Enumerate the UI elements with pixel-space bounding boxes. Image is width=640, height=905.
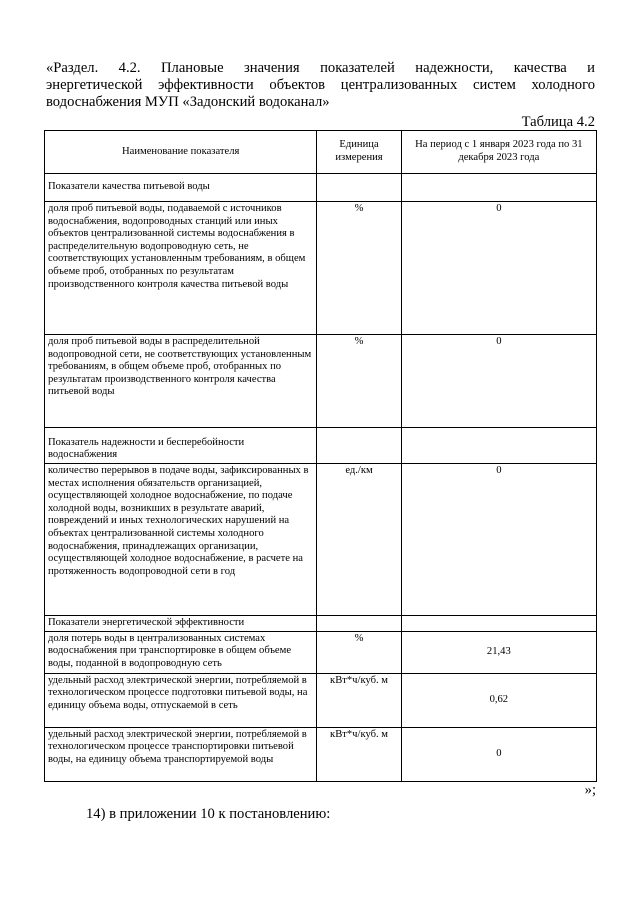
row-name: доля проб питьевой воды в распределительной водопроводной сети, не соответствующих установленным требованиям, в общем объеме проб, отобранных по результатам производственного контроля качества питьевой воды: [45, 335, 317, 428]
next-item-paragraph: 14) в приложении 10 к постановлению:: [86, 806, 331, 822]
closing-quote-mark: »;: [584, 782, 596, 798]
table-header-row: [45, 131, 597, 174]
row-value: [401, 616, 596, 632]
row-value: 0: [401, 202, 596, 335]
row-name: доля проб питьевой воды, подаваемой с источников водоснабжения, водопроводных станций или иных объектов централизованной системы водоснабжения в распределительную водопроводную сеть, не соответствующих установленным требованиям, в общем объеме проб, отобранных по результатам производственного контроля качества питьевой воды: [45, 202, 317, 335]
header-indicator-name: Наименование показателя: [45, 131, 317, 174]
row-unit: кВт*ч/куб. м: [317, 727, 401, 781]
row-value: 0,62: [401, 673, 596, 727]
table-row: [45, 631, 597, 673]
table-row: [45, 673, 597, 727]
row-unit: кВт*ч/куб. м: [317, 673, 401, 727]
heading-line-1: «Раздел. 4.2. Плановые значения показателей надежности, качества и: [46, 60, 595, 76]
table-row: [45, 428, 597, 464]
row-value: 0: [401, 727, 596, 781]
row-unit: [317, 174, 401, 202]
row-name: удельный расход электрической энергии, потребляемой в технологическом процессе подготовки питьевой воды, на единицу объема воды, отпускаемой в сеть: [45, 673, 317, 727]
row-value: [401, 428, 596, 464]
row-name: Показатель надежности и бесперебойности водоснабжения: [45, 428, 317, 464]
row-name: Показатели качества питьевой воды: [45, 174, 317, 202]
row-unit: [317, 428, 401, 464]
row-name: удельный расход электрической энергии, потребляемой в технологическом процессе транспортировки питьевой воды, на единицу объема транспортируемой воды: [45, 727, 317, 781]
row-value: 0: [401, 464, 596, 616]
table-row: [45, 616, 597, 632]
row-unit: %: [317, 202, 401, 335]
header-period: На период с 1 января 2023 года по 31 декабря 2023 года: [401, 131, 596, 174]
heading-line-2: энергетической эффективности объектов централизованных систем холодного: [46, 77, 595, 93]
row-unit: ед./км: [317, 464, 401, 616]
row-unit: %: [317, 631, 401, 673]
row-unit: [317, 616, 401, 632]
row-name: Показатели энергетической эффективности: [45, 616, 317, 632]
row-value: 21,43: [401, 631, 596, 673]
table-row: [45, 335, 597, 428]
row-value: 0: [401, 335, 596, 428]
header-unit: Единица измерения: [317, 131, 401, 174]
table-row: [45, 202, 597, 335]
section-heading: [46, 60, 595, 111]
heading-line-3: водоснабжения МУП «Задонский водоканал»: [46, 94, 330, 110]
row-name: количество перерывов в подаче воды, зафиксированных в местах исполнения обязательств организацией, осуществляющей холодное водоснабжение, по подаче холодной воды, возникших в результате аварий, повреждений и иных технологических нарушений на объектах централизованной системы холодного водоснабжения, принадлежащих организации, осуществляющей холодное водоснабжение, в расчете на протяженность водопроводной сети в год: [45, 464, 317, 616]
row-value: [401, 174, 596, 202]
row-name: доля потерь воды в централизованных системах водоснабжения при транспортировке в общем объеме воды, поданной в водопроводную сеть: [45, 631, 317, 673]
indicators-table: [44, 130, 597, 782]
table-row: [45, 174, 597, 202]
table-row: [45, 727, 597, 781]
row-unit: %: [317, 335, 401, 428]
table-caption: Таблица 4.2: [521, 114, 595, 130]
table-row: [45, 464, 597, 616]
